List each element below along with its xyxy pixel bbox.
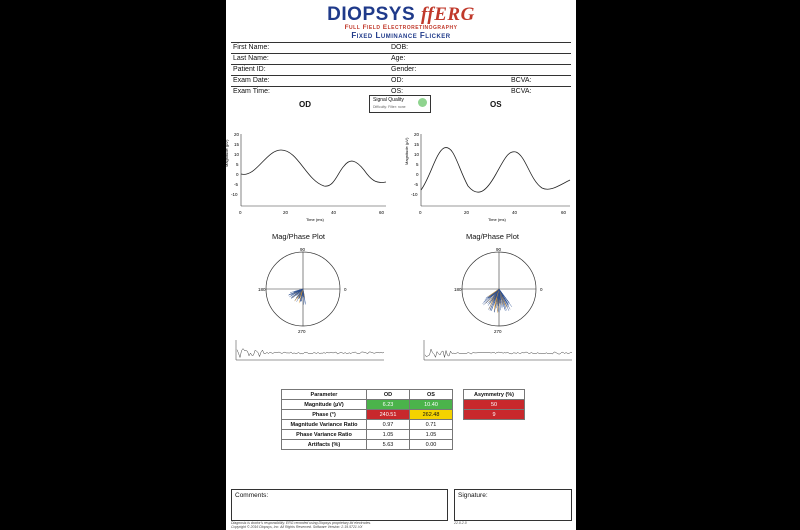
od-ylabel: Magnitude (µV)	[224, 139, 229, 167]
os-label: OS:	[391, 88, 404, 95]
footer-copyright: Copyright © 2016 Diopsys, Inc. All Rights Reserved. Software Version: 2.19.5721.VX	[231, 525, 363, 529]
phase-os: 262.48	[410, 410, 453, 420]
signal-quality-note: Difficulty: Filter: none	[373, 105, 406, 109]
phase-variance-od: 1.05	[367, 430, 410, 440]
ytick: 15	[234, 142, 240, 147]
magnitude-os: 10.40	[410, 400, 453, 410]
os-magphase-plot	[452, 245, 547, 335]
os-waveform-chart	[404, 130, 578, 225]
bcva-os-label: BCVA:	[511, 88, 532, 95]
magnitude-od: 6.23	[367, 400, 410, 410]
xtick: 20	[464, 210, 470, 215]
ytick: 5	[416, 162, 419, 167]
od-magphase-title: Mag/Phase Plot	[272, 232, 325, 241]
xtick: 40	[331, 210, 337, 215]
ytick: 0	[416, 172, 419, 177]
phase-asymmetry: 9	[464, 410, 525, 420]
results-table	[281, 389, 525, 450]
patient-info	[231, 42, 571, 97]
bcva-od-label: BCVA:	[511, 77, 532, 84]
signature-label: Signature:	[458, 492, 488, 499]
table-row	[282, 410, 525, 420]
od-yticks	[231, 132, 240, 197]
info-row	[231, 54, 571, 65]
row-label: Magnitude Variance Ratio	[282, 420, 367, 430]
header-os: OS	[410, 390, 453, 400]
exam-time-label: Exam Time:	[233, 88, 270, 95]
artifacts-os: 0.00	[410, 440, 453, 450]
report-subtitle: Full Field Electroretinography	[344, 24, 458, 31]
os-xlabel: Time (ms)	[488, 217, 506, 222]
os-xticks	[419, 210, 567, 215]
signal-quality-label: Signal Quality	[373, 97, 404, 103]
od-noise-trace	[234, 338, 386, 362]
report-header	[226, 4, 576, 40]
od-waveform-line	[241, 150, 386, 186]
phase-variance-os: 1.05	[410, 430, 453, 440]
last-name-label: Last Name:	[233, 55, 269, 62]
xtick: 0	[419, 210, 422, 215]
os-ylabel: Magnitude (µV)	[404, 137, 409, 165]
xtick: 60	[379, 210, 385, 215]
od-xticks	[239, 210, 385, 215]
brand-main: DIOPSYS	[327, 4, 416, 25]
polar-label-180: 180	[454, 287, 462, 292]
ytick: -5	[234, 182, 239, 187]
os-yticks	[411, 132, 420, 197]
ytick: 10	[414, 152, 420, 157]
artifacts-od: 5.63	[367, 440, 410, 450]
od-trace-line	[237, 349, 384, 358]
od-magphase-plot	[256, 245, 351, 335]
table-header-row	[282, 390, 525, 400]
os-title: OS	[490, 100, 502, 109]
ytick: -10	[411, 192, 418, 197]
ytick: -5	[414, 182, 419, 187]
info-row	[231, 65, 571, 76]
mag-variance-os: 0.71	[410, 420, 453, 430]
comments-box[interactable]	[231, 489, 448, 521]
table-row	[282, 430, 525, 440]
magnitude-asymmetry: 50	[464, 400, 525, 410]
phase-od: 240.51	[367, 410, 410, 420]
polar-label-0: 0	[540, 287, 543, 292]
gender-label: Gender:	[391, 66, 417, 73]
ytick: 20	[234, 132, 240, 137]
od-xlabel: Time (ms)	[306, 217, 324, 222]
os-magphase-title: Mag/Phase Plot	[466, 232, 519, 241]
age-label: Age:	[391, 55, 406, 62]
polar-label-270: 270	[494, 329, 502, 334]
ytick: 15	[414, 142, 420, 147]
report-page	[226, 0, 576, 530]
exam-date-label: Exam Date:	[233, 77, 270, 84]
patient-id-label: Patient ID:	[233, 66, 266, 73]
info-row	[231, 43, 571, 54]
xtick: 60	[561, 210, 567, 215]
polar-label-90: 90	[496, 247, 502, 252]
brand-logo	[226, 4, 576, 26]
table-row	[282, 440, 525, 450]
xtick: 40	[512, 210, 518, 215]
os-waveform-line	[421, 148, 570, 193]
row-label: Phase (°)	[282, 410, 367, 420]
comments-label: Comments:	[235, 492, 269, 499]
ytick: 10	[234, 152, 240, 157]
header-parameter: Parameter	[282, 390, 367, 400]
ytick: 0	[236, 172, 239, 177]
footer-disclaimer: Diagnosis is doctor's responsibility. ERG recorded using Diopsys proprietary lid electrodes.	[231, 521, 372, 525]
signature-box[interactable]	[454, 489, 572, 521]
os-noise-trace	[422, 338, 574, 362]
od-waveform-chart	[226, 130, 396, 225]
od-title: OD	[299, 100, 311, 109]
polar-label-90: 90	[300, 247, 306, 252]
os-vector-cluster	[482, 289, 511, 313]
xtick: 0	[239, 210, 242, 215]
ytick: 20	[414, 132, 420, 137]
table-row	[282, 420, 525, 430]
ytick: 5	[236, 162, 239, 167]
ytick: -10	[231, 192, 238, 197]
dob-label: DOB:	[391, 44, 409, 51]
report-test-name: Fixed Luminance Flicker	[351, 31, 451, 40]
polar-label-180: 180	[258, 287, 266, 292]
signal-quality-box	[369, 95, 431, 113]
row-label: Phase Variance Ratio	[282, 430, 367, 440]
mag-variance-od: 0.97	[367, 420, 410, 430]
od-label: OD:	[391, 77, 404, 84]
footer-version: 22.0.2.0	[454, 521, 467, 525]
info-row	[231, 76, 571, 87]
header-asymmetry: Asymmetry (%)	[464, 390, 525, 400]
row-label: Magnitude (µV)	[282, 400, 367, 410]
row-label: Artifacts (%)	[282, 440, 367, 450]
os-trace-line	[425, 349, 572, 357]
polar-label-0: 0	[344, 287, 347, 292]
first-name-label: First Name:	[233, 44, 270, 51]
polar-label-270: 270	[298, 329, 306, 334]
brand-product: ffERG	[420, 4, 475, 25]
xtick: 20	[283, 210, 289, 215]
table-row	[282, 400, 525, 410]
signal-quality-indicator	[418, 98, 427, 107]
header-od: OD	[367, 390, 410, 400]
